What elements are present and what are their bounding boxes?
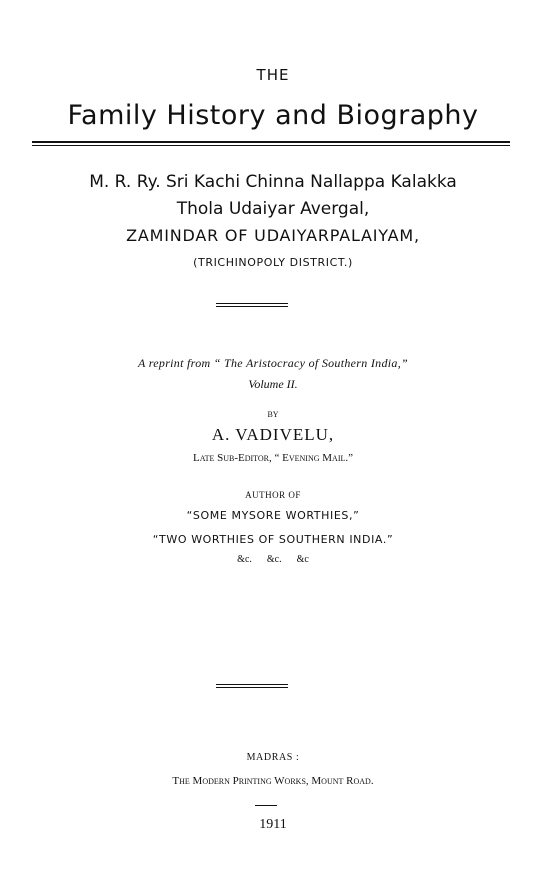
- title-double-rule-top: [32, 141, 510, 143]
- title-double-rule-bottom: [32, 145, 510, 146]
- divider-2-top: [216, 684, 288, 685]
- work-title-2: “TWO WORTHIES OF SOUTHERN INDIA.”: [152, 533, 394, 546]
- divider-2-bottom: [216, 687, 288, 688]
- subject-line-2: Thola Udaiyar Avergal,: [176, 199, 370, 219]
- author-name: A. VADIVELU,: [211, 425, 335, 444]
- page-title: Family History and Biography: [67, 100, 479, 131]
- author-role: Late Sub-Editor, “ Evening Mail.”: [192, 452, 354, 464]
- author-of-label: AUTHOR OF: [245, 490, 301, 500]
- etcetera: &c. &c. &c: [237, 554, 309, 565]
- imprint-year: 1911: [259, 817, 287, 832]
- reprint-line-1: A reprint from “ The Aristocracy of Southern India,”: [138, 356, 408, 370]
- year-rule: [255, 805, 277, 806]
- work-title-1: “SOME MYSORE WORTHIES,”: [186, 509, 360, 522]
- subject-line-1: M. R. Ry. Sri Kachi Chinna Nallappa Kalakka: [89, 172, 457, 192]
- reprint-line-2: Volume II.: [248, 377, 298, 391]
- subject-line-4: (TRICHINOPOLY DISTRICT.): [193, 256, 353, 269]
- imprint-city: MADRAS :: [246, 752, 300, 763]
- divider-1-bottom: [216, 306, 288, 307]
- title-article: THE: [256, 66, 290, 84]
- imprint-publisher: The Modern Printing Works, Mount Road.: [172, 775, 374, 787]
- by-label: BY: [267, 410, 279, 419]
- divider-1-top: [216, 303, 288, 304]
- subject-line-3: ZAMINDAR OF UDAIYARPALAIYAM,: [126, 226, 420, 245]
